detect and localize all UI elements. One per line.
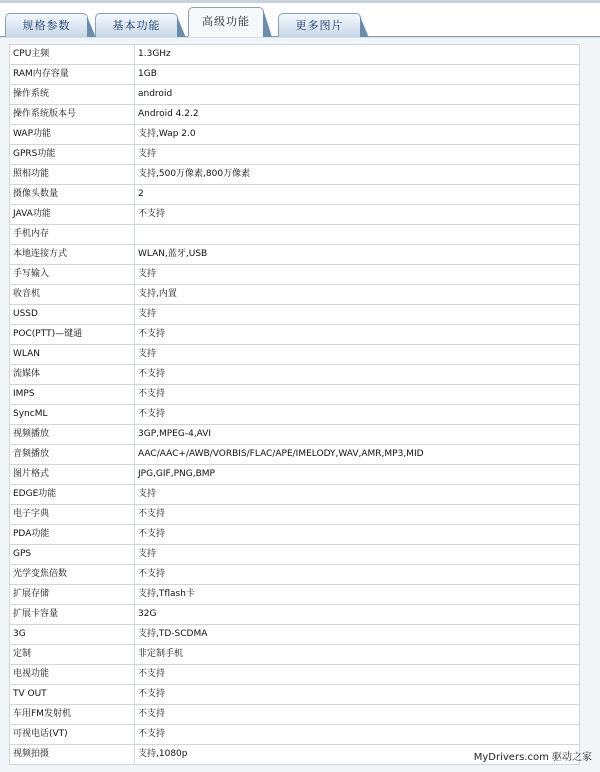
table-row (10, 565, 580, 585)
spec-value: 不支持 (135, 205, 580, 225)
spec-value: JPG,GIF,PNG,BMP (135, 465, 580, 485)
spec-value: android (135, 85, 580, 105)
tab-bar (0, 3, 600, 37)
spec-label: GPS (10, 545, 135, 565)
table-row (10, 505, 580, 525)
table-row (10, 445, 580, 465)
tab-fold-decoration (360, 16, 369, 38)
spec-value: 不支持 (135, 565, 580, 585)
tab-advanced-features[interactable] (188, 7, 264, 37)
spec-value: 不支持 (135, 505, 580, 525)
table-row (10, 425, 580, 445)
tab-fold-decoration (177, 16, 186, 38)
spec-label: 扩展存储 (10, 585, 135, 605)
spec-value: 支持,500万像素,800万像素 (135, 165, 580, 185)
spec-label: 操作系统版本号 (10, 105, 135, 125)
table-row (10, 345, 580, 365)
spec-label: 手机内存 (10, 225, 135, 245)
table-row (10, 605, 580, 625)
spec-label: 车用FM发射机 (10, 705, 135, 725)
spec-label: 视频播放 (10, 425, 135, 445)
spec-value: 支持 (135, 545, 580, 565)
spec-value: 支持,内置 (135, 285, 580, 305)
table-row (10, 245, 580, 265)
spec-label: 照相功能 (10, 165, 135, 185)
spec-label: 视频拍摄 (10, 745, 135, 765)
spec-label: SyncML (10, 405, 135, 425)
spec-value: 支持 (135, 265, 580, 285)
spec-label: JAVA功能 (10, 205, 135, 225)
table-row (10, 385, 580, 405)
spec-label: 光学变焦倍数 (10, 565, 135, 585)
spec-label: 流媒体 (10, 365, 135, 385)
spec-value: 支持,Tflash卡 (135, 585, 580, 605)
spec-value: 3GP,MPEG-4,AVI (135, 425, 580, 445)
spec-value: 不支持 (135, 725, 580, 745)
spec-value: 不支持 (135, 665, 580, 685)
spec-label: 收音机 (10, 285, 135, 305)
tab-more-images[interactable] (278, 13, 361, 37)
spec-label: 扩展卡容量 (10, 605, 135, 625)
table-row (10, 205, 580, 225)
spec-label: WLAN (10, 345, 135, 365)
spec-value (135, 225, 580, 245)
spec-value: 支持 (135, 305, 580, 325)
tab-label: 更多图片 (295, 19, 344, 32)
table-row (10, 185, 580, 205)
spec-value: 非定制手机 (135, 645, 580, 665)
table-row (10, 545, 580, 565)
table-row (10, 125, 580, 145)
table-row (10, 625, 580, 645)
tab-label: 基本功能 (112, 19, 161, 32)
spec-label: WAP功能 (10, 125, 135, 145)
spec-value: 不支持 (135, 525, 580, 545)
spec-label: 电视功能 (10, 665, 135, 685)
spec-label: 可视电话(VT) (10, 725, 135, 745)
watermark: MyDrivers.com 驱动之家 (473, 752, 592, 763)
table-row (10, 585, 580, 605)
spec-label: USSD (10, 305, 135, 325)
table-row (10, 285, 580, 305)
table-row (10, 105, 580, 125)
spec-value: 不支持 (135, 405, 580, 425)
spec-label: GPRS功能 (10, 145, 135, 165)
table-row (10, 525, 580, 545)
table-row (10, 465, 580, 485)
table-row (10, 145, 580, 165)
spec-value: 支持 (135, 345, 580, 365)
table-row (10, 645, 580, 665)
spec-value: 32G (135, 605, 580, 625)
spec-value: 不支持 (135, 385, 580, 405)
spec-value: 不支持 (135, 365, 580, 385)
table-row (10, 485, 580, 505)
table-row (10, 705, 580, 725)
tab-fold-decoration (263, 9, 272, 37)
table-row (10, 305, 580, 325)
spec-label: RAM内存容量 (10, 65, 135, 85)
spec-value: 支持,Wap 2.0 (135, 125, 580, 145)
spec-value: 不支持 (135, 685, 580, 705)
spec-label: PDA功能 (10, 525, 135, 545)
spec-value: AAC/AAC+/AWB/VORBIS/FLAC/APE/IMELODY,WAV,AMR,MP3,MID (135, 445, 580, 465)
spec-value: 2 (135, 185, 580, 205)
spec-value: 1GB (135, 65, 580, 85)
table-row (10, 725, 580, 745)
spec-value: 支持,TD-SCDMA (135, 625, 580, 645)
tab-specs[interactable] (5, 13, 88, 37)
table-row (10, 85, 580, 105)
table-row (10, 365, 580, 385)
table-row (10, 165, 580, 185)
spec-label: TV OUT (10, 685, 135, 705)
spec-value: 不支持 (135, 705, 580, 725)
spec-panel (0, 37, 600, 772)
spec-label: 操作系统 (10, 85, 135, 105)
spec-label: 手写输入 (10, 265, 135, 285)
spec-label: 定制 (10, 645, 135, 665)
spec-label: IMPS (10, 385, 135, 405)
table-row (10, 325, 580, 345)
tab-basic-features[interactable] (95, 13, 178, 37)
spec-value: 支持 (135, 485, 580, 505)
table-row (10, 665, 580, 685)
spec-value: WLAN,蓝牙,USB (135, 245, 580, 265)
table-row (10, 685, 580, 705)
spec-label: 本地连接方式 (10, 245, 135, 265)
tab-label: 规格参数 (22, 19, 71, 32)
table-row (10, 225, 580, 245)
table-row (10, 405, 580, 425)
spec-label: 电子字典 (10, 505, 135, 525)
spec-label: 3G (10, 625, 135, 645)
spec-label: POC(PTT)—键通 (10, 325, 135, 345)
spec-label: 音频播放 (10, 445, 135, 465)
table-row (10, 265, 580, 285)
spec-value: 不支持 (135, 325, 580, 345)
table-row (10, 45, 580, 65)
spec-value: 1.3GHz (135, 45, 580, 65)
spec-value: 支持,1080p (135, 745, 580, 765)
tab-label: 高级功能 (202, 15, 250, 28)
spec-label: 摄像头数量 (10, 185, 135, 205)
spec-table (9, 44, 580, 765)
spec-label: 图片格式 (10, 465, 135, 485)
spec-label: CPU主频 (10, 45, 135, 65)
spec-value: 支持 (135, 145, 580, 165)
table-row (10, 65, 580, 85)
spec-label: EDGE功能 (10, 485, 135, 505)
spec-value: Android 4.2.2 (135, 105, 580, 125)
